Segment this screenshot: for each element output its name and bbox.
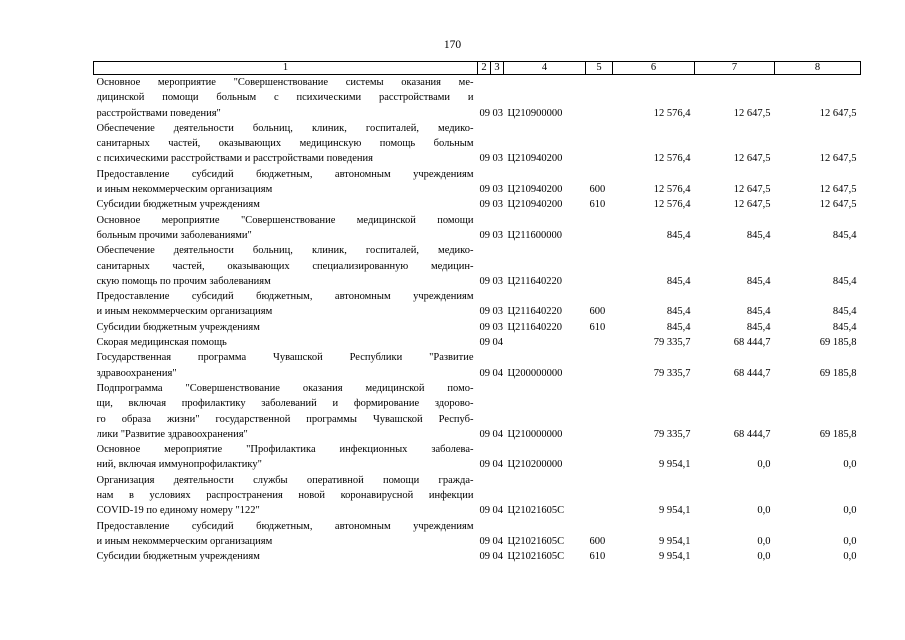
row-target-article: Ц211640220 bbox=[507, 306, 562, 318]
row-amount-col-6: 12 576,4 bbox=[653, 107, 691, 119]
row-amount-col-8: 69 185,8 bbox=[819, 337, 857, 349]
table-body bbox=[94, 75, 861, 565]
row-name-line: скую помощь по прочим заболеваниям bbox=[96, 275, 271, 287]
header-col-3: 3 bbox=[491, 62, 504, 75]
row-amount-col-8: 12 647,5 bbox=[819, 107, 857, 119]
row-amount-col-6: 845,4 bbox=[666, 321, 691, 333]
row-subsection-code: 03 bbox=[492, 184, 503, 196]
row-name-line: го образа жизни" государственной программы Чувашской Респуб- bbox=[96, 413, 474, 425]
row-expense-type: 610 bbox=[589, 199, 606, 211]
row-name-line: Скорая медицинская помощь bbox=[96, 337, 227, 349]
row-target-article: Ц210000000 bbox=[507, 428, 563, 440]
row-subsection-code: 04 bbox=[492, 551, 503, 563]
row-amount-col-8: 12 647,5 bbox=[819, 199, 857, 211]
table-row bbox=[94, 381, 861, 442]
row-target-article: Ц210940200 bbox=[507, 199, 563, 211]
row-amount-col-7: 68 444,7 bbox=[733, 367, 771, 379]
row-expense-type: 600 bbox=[589, 535, 606, 547]
row-name bbox=[94, 320, 478, 335]
row-name bbox=[94, 243, 478, 289]
row-subsection-code: 03 bbox=[492, 306, 503, 318]
row-section-code: 09 bbox=[479, 275, 490, 287]
table-row bbox=[94, 197, 861, 212]
row-expense-type bbox=[586, 213, 613, 244]
row-name-line: Основное мероприятие "Профилактика инфекционных заболева- bbox=[96, 444, 474, 456]
row-name bbox=[94, 197, 478, 212]
row-section-code: 09 bbox=[479, 184, 490, 196]
row-subsection-code: 04 bbox=[492, 505, 503, 517]
row-amount-col-8: 845,4 bbox=[832, 275, 857, 287]
row-expense-type bbox=[586, 442, 613, 473]
row-amount-col-8: 69 185,8 bbox=[819, 367, 857, 379]
table-row bbox=[94, 350, 861, 381]
row-amount-col-7: 845,4 bbox=[746, 306, 771, 318]
row-subsection-code: 04 bbox=[492, 459, 503, 471]
table-header bbox=[94, 62, 861, 75]
page-number: 170 bbox=[443, 39, 462, 51]
row-expense-type: 610 bbox=[589, 321, 606, 333]
row-amount-col-8: 845,4 bbox=[832, 306, 857, 318]
row-target-article: Ц21021605С bbox=[507, 505, 565, 517]
row-name-line: Субсидии бюджетным учреждениям bbox=[96, 321, 260, 333]
row-amount-col-6: 845,4 bbox=[666, 275, 691, 287]
row-amount-col-8: 845,4 bbox=[832, 321, 857, 333]
row-section-code: 09 bbox=[479, 535, 490, 547]
row-amount-col-8: 0,0 bbox=[843, 535, 857, 547]
header-col-1: 1 bbox=[94, 62, 478, 75]
row-amount-col-8: 0,0 bbox=[843, 459, 857, 471]
table-row bbox=[94, 442, 861, 473]
row-target-article bbox=[504, 335, 586, 350]
header-col-7: 7 bbox=[695, 62, 775, 75]
row-amount-col-8: 0,0 bbox=[843, 551, 857, 563]
row-section-code: 09 bbox=[479, 107, 490, 119]
row-name bbox=[94, 121, 478, 167]
table-row bbox=[94, 519, 861, 550]
row-amount-col-7: 845,4 bbox=[746, 321, 771, 333]
row-name-line: санитарных частей, оказывающих медицинскую помощь больным bbox=[96, 138, 474, 150]
row-target-article: Ц211640220 bbox=[507, 275, 562, 287]
row-amount-col-6: 845,4 bbox=[666, 229, 691, 241]
row-subsection-code: 03 bbox=[492, 321, 503, 333]
row-expense-type: 610 bbox=[589, 551, 606, 563]
row-name bbox=[94, 350, 478, 381]
row-section-code: 09 bbox=[479, 199, 490, 211]
row-amount-col-8: 0,0 bbox=[843, 505, 857, 517]
row-amount-col-7: 12 647,5 bbox=[733, 107, 771, 119]
row-amount-col-6: 845,4 bbox=[666, 306, 691, 318]
row-name-line: здравоохранения" bbox=[96, 367, 177, 379]
row-target-article: Ц21021605С bbox=[507, 535, 565, 547]
row-subsection-code: 03 bbox=[492, 199, 503, 211]
row-name-line: Предоставление субсидий бюджетным, автономным учреждениям bbox=[96, 520, 474, 532]
row-name-line: больным прочими заболеваниями" bbox=[96, 229, 252, 241]
row-subsection-code: 04 bbox=[492, 337, 503, 349]
row-amount-col-8: 69 185,8 bbox=[819, 428, 857, 440]
table-row bbox=[94, 473, 861, 519]
row-amount-col-7: 0,0 bbox=[757, 551, 771, 563]
row-amount-col-8: 845,4 bbox=[832, 229, 857, 241]
table-row bbox=[94, 121, 861, 167]
row-section-code: 09 bbox=[479, 306, 490, 318]
row-amount-col-6: 79 335,7 bbox=[653, 337, 691, 349]
row-target-article: Ц211640220 bbox=[507, 321, 562, 333]
row-amount-col-7: 0,0 bbox=[757, 505, 771, 517]
row-amount-col-7: 68 444,7 bbox=[733, 428, 771, 440]
row-section-code: 09 bbox=[479, 229, 490, 241]
row-name bbox=[94, 289, 478, 320]
row-amount-col-7: 12 647,5 bbox=[733, 199, 771, 211]
row-expense-type: 600 bbox=[589, 184, 606, 196]
row-name-line: Подпрограмма "Совершенствование оказания медицинской помо- bbox=[96, 382, 474, 394]
row-section-code: 09 bbox=[479, 153, 490, 165]
table-row bbox=[94, 213, 861, 244]
row-name-line: Субсидии бюджетным учреждениям bbox=[96, 199, 260, 211]
table-row bbox=[94, 243, 861, 289]
row-name-line: Предоставление субсидий бюджетным, автономным учреждениям bbox=[96, 291, 474, 303]
row-expense-type bbox=[586, 381, 613, 442]
row-amount-col-6: 9 954,1 bbox=[659, 535, 691, 547]
row-subsection-code: 03 bbox=[492, 107, 503, 119]
row-target-article: Ц200000000 bbox=[507, 367, 563, 379]
row-expense-type bbox=[586, 121, 613, 167]
row-section-code: 09 bbox=[479, 367, 490, 379]
row-amount-col-7: 0,0 bbox=[757, 459, 771, 471]
row-amount-col-6: 79 335,7 bbox=[653, 428, 691, 440]
row-target-article: Ц211600000 bbox=[507, 229, 562, 241]
row-expense-type bbox=[586, 335, 613, 350]
row-name-line: COVID-19 по единому номеру "122" bbox=[96, 505, 260, 517]
row-expense-type bbox=[586, 243, 613, 289]
row-section-code: 09 bbox=[479, 337, 490, 349]
row-expense-type bbox=[586, 75, 613, 121]
row-name-line: Обеспечение деятельности больниц, клиник, госпиталей, медико- bbox=[96, 122, 474, 134]
row-target-article: Ц210200000 bbox=[507, 459, 563, 471]
row-amount-col-7: 845,4 bbox=[746, 275, 771, 287]
row-target-article: Ц210900000 bbox=[507, 107, 563, 119]
row-amount-col-7: 0,0 bbox=[757, 535, 771, 547]
row-amount-col-6: 9 954,1 bbox=[659, 505, 691, 517]
row-target-article: Ц210940200 bbox=[507, 184, 563, 196]
row-name-line: расстройствами поведения" bbox=[96, 107, 221, 119]
row-expense-type bbox=[586, 350, 613, 381]
row-amount-col-6: 12 576,4 bbox=[653, 153, 691, 165]
row-amount-col-6: 12 576,4 bbox=[653, 199, 691, 211]
table-row bbox=[94, 335, 861, 350]
table-row bbox=[94, 289, 861, 320]
header-row bbox=[94, 62, 861, 75]
row-expense-type: 600 bbox=[589, 306, 606, 318]
row-expense-type bbox=[586, 473, 613, 519]
row-name-line: Основное мероприятие "Совершенствование медицинской помощи bbox=[96, 214, 474, 226]
row-name bbox=[94, 75, 478, 121]
row-name-line: Государственная программа Чувашской Республики "Развитие bbox=[96, 352, 474, 364]
row-name-line: с психическими расстройствами и расстройствами поведения bbox=[96, 153, 373, 165]
row-name-line: санитарных частей, оказывающих специализированную медицин- bbox=[96, 260, 474, 272]
header-col-2: 2 bbox=[478, 62, 491, 75]
row-name-line: дицинской помощи больным с психическими расстройствами и bbox=[96, 92, 474, 104]
table-row bbox=[94, 549, 861, 564]
row-name-line: ний, включая иммунопрофилактику" bbox=[96, 459, 262, 471]
row-amount-col-6: 9 954,1 bbox=[659, 551, 691, 563]
row-name-line: Предоставление субсидий бюджетным, автономным учреждениям bbox=[96, 168, 474, 180]
table-row bbox=[94, 75, 861, 121]
row-amount-col-8: 12 647,5 bbox=[819, 184, 857, 196]
row-name-line: и иным некоммерческим организациям bbox=[96, 535, 273, 547]
row-name bbox=[94, 519, 478, 550]
row-section-code: 09 bbox=[479, 321, 490, 333]
row-section-code: 09 bbox=[479, 551, 490, 563]
table-row bbox=[94, 320, 861, 335]
header-col-6: 6 bbox=[613, 62, 695, 75]
row-subsection-code: 04 bbox=[492, 367, 503, 379]
row-name bbox=[94, 549, 478, 564]
row-name-line: щи, включая профилактику заболеваний и формирование здорово- bbox=[96, 398, 474, 410]
row-subsection-code: 04 bbox=[492, 535, 503, 547]
row-name-line: лики "Развитие здравоохранения" bbox=[96, 428, 248, 440]
budget-table bbox=[93, 61, 861, 565]
row-name bbox=[94, 213, 478, 244]
row-name bbox=[94, 167, 478, 198]
row-subsection-code: 03 bbox=[492, 229, 503, 241]
row-name-line: и иным некоммерческим организациям bbox=[96, 184, 273, 196]
row-amount-col-7: 12 647,5 bbox=[733, 184, 771, 196]
row-name-line: Субсидии бюджетным учреждениям bbox=[96, 551, 260, 563]
row-name bbox=[94, 473, 478, 519]
table-row bbox=[94, 167, 861, 198]
row-name-line: нам в условиях распространения новой коронавирусной инфекции bbox=[96, 490, 474, 502]
row-subsection-code: 03 bbox=[492, 153, 503, 165]
row-amount-col-7: 12 647,5 bbox=[733, 153, 771, 165]
header-col-4: 4 bbox=[504, 62, 586, 75]
row-amount-col-6: 79 335,7 bbox=[653, 367, 691, 379]
header-col-5: 5 bbox=[586, 62, 613, 75]
row-target-article: Ц210940200 bbox=[507, 153, 563, 165]
row-name bbox=[94, 442, 478, 473]
row-name-line: Основное мероприятие "Совершенствование системы оказания ме- bbox=[96, 77, 474, 88]
row-section-code: 09 bbox=[479, 459, 490, 471]
header-col-8: 8 bbox=[775, 62, 861, 75]
row-name-line: и иным некоммерческим организациям bbox=[96, 306, 273, 318]
row-target-article: Ц21021605С bbox=[507, 551, 565, 563]
row-name bbox=[94, 335, 478, 350]
row-name-line: Обеспечение деятельности больниц, клиник, госпиталей, медико- bbox=[96, 245, 474, 257]
row-name-line: Организация деятельности службы оперативной помощи гражда- bbox=[96, 474, 474, 486]
row-subsection-code: 04 bbox=[492, 428, 503, 440]
row-name bbox=[94, 381, 478, 442]
row-section-code: 09 bbox=[479, 428, 490, 440]
row-amount-col-6: 9 954,1 bbox=[659, 459, 691, 471]
row-section-code: 09 bbox=[479, 505, 490, 517]
row-amount-col-7: 845,4 bbox=[746, 229, 771, 241]
row-amount-col-8: 12 647,5 bbox=[819, 153, 857, 165]
row-amount-col-6: 12 576,4 bbox=[653, 184, 691, 196]
row-subsection-code: 03 bbox=[492, 275, 503, 287]
row-amount-col-7: 68 444,7 bbox=[733, 337, 771, 349]
